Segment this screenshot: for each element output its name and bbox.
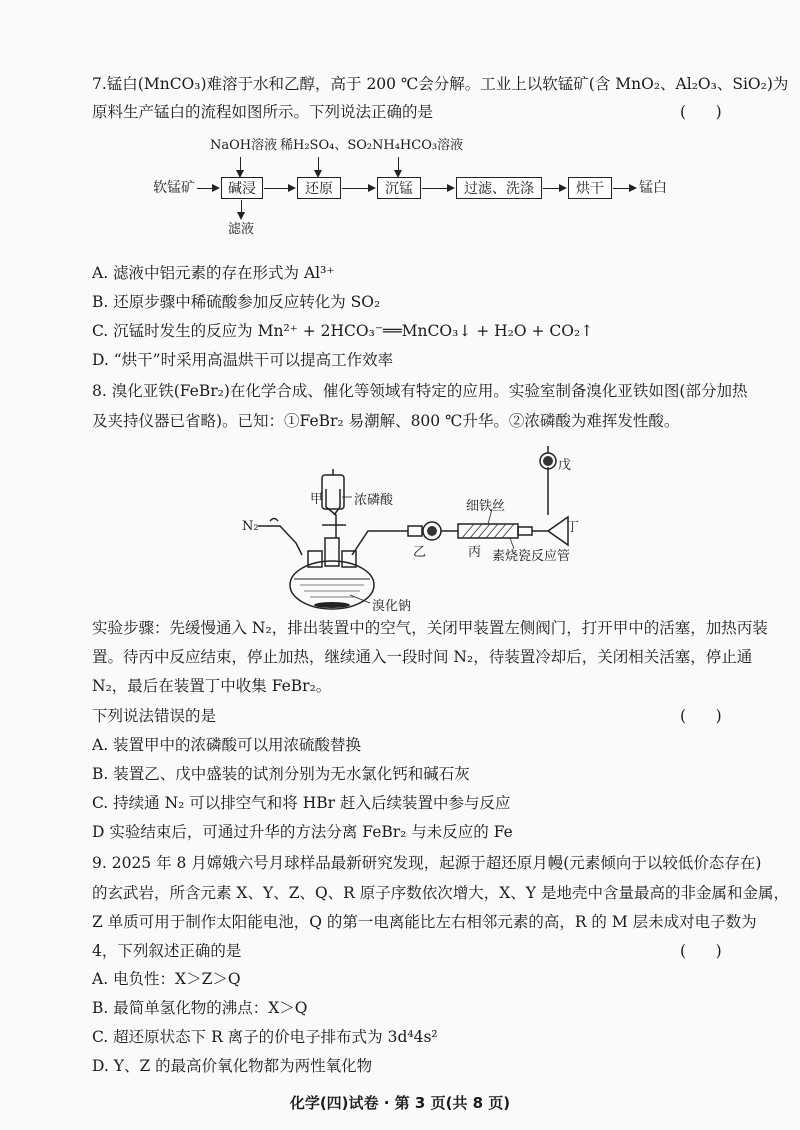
q8-stem-line2: 及夹持仪器已省略)。已知：①FeBr₂ 易潮解、800 ℃升华。②浓磷酸为难挥发性酸。	[92, 412, 680, 430]
apparatus-drawing	[230, 445, 590, 615]
page-footer: 化学(四)试卷 · 第 3 页(共 8 页)	[289, 1094, 511, 1112]
flow-input: 软锰矿	[153, 180, 195, 196]
arrow-3	[342, 188, 374, 189]
arrow-5	[543, 188, 565, 189]
q7-answer-paren: ( )	[680, 103, 722, 121]
q8-answer-paren: ( )	[680, 707, 722, 725]
q7-option-b: B. 还原步骤中稀硫酸参加反应转化为 SO₂	[92, 293, 381, 311]
q9-option-b: B. 最简单氢化物的沸点：X＞Q	[92, 999, 308, 1017]
q9-stem-line4: 4，下列叙述正确的是	[92, 942, 242, 960]
q8-option-a: A. 装置甲中的浓磷酸可以用浓硫酸替换	[92, 736, 362, 754]
q9-option-a: A. 电负性：X＞Z＞Q	[92, 970, 241, 988]
label-bing: 丙	[468, 545, 482, 560]
label-yi: 乙	[413, 545, 427, 560]
q8-option-c: C. 持续通 N₂ 可以排空气和将 HBr 赶入后续装置中参与反应	[92, 794, 511, 812]
arrow-filtrate-down	[241, 200, 242, 218]
q7-option-a: A. 滤液中铝元素的存在形式为 Al³⁺	[92, 264, 335, 282]
q8-option-d: D 实验结束后，可通过升华的方法分离 FeBr₂ 与未反应的 Fe	[92, 823, 513, 841]
q8-question: 下列说法错误的是	[92, 707, 217, 725]
arrow-h2so4-down	[318, 157, 319, 176]
q9-stem-line2: 的玄武岩，所含元素 X、Y、Z、Q、R 原子序数依次增大，X、Y 是地壳中含量最高的非金属和金属，	[92, 884, 789, 902]
label-porcelain-tube: 素烧瓷反应管	[492, 549, 571, 564]
step-alkali-leach: 碱浸	[221, 177, 263, 199]
step-reduction: 还原	[297, 177, 341, 199]
q8-procedure-line1: 实验步骤：先缓慢通入 N₂，排出装置中的空气，关闭甲装置左侧阀门，打开甲中的活塞，加热丙装	[92, 619, 768, 637]
q8-option-b: B. 装置乙、戊中盛装的试剂分别为无水氯化钙和碱石灰	[92, 765, 470, 783]
q8-procedure-line2: 置。待丙中反应结束，停止加热，继续通入一段时间 N₂，待装置冷却后，关闭相关活塞，停止通	[92, 648, 753, 666]
q7-option-d: D. “烘干”时采用高温烘干可以提高工作效率	[92, 351, 394, 369]
label-iron-wire: 细铁丝	[466, 499, 506, 514]
step-dry: 烘干	[568, 177, 612, 199]
q8-procedure-line3: N₂，最后在装置丁中收集 FeBr₂。	[92, 677, 332, 695]
step-precipitate-mn: 沉锰	[377, 177, 421, 199]
q7-option-c: C. 沉锰时发生的反应为 Mn²⁺ + 2HCO₃⁻══MnCO₃↓ + H₂O + CO₂↑	[92, 322, 594, 340]
arrow-1	[197, 188, 218, 189]
q9-option-c: C. 超还原状态下 R 离子的价电子排布式为 3d⁴4s²	[92, 1028, 438, 1046]
arrow-2	[264, 188, 294, 189]
q9-stem-line3: Z 单质可用于制作太阳能电池，Q 的第一电离能比左右相邻元素的高，R 的 M 层未成对电子数为	[92, 913, 757, 931]
arrow-6	[613, 188, 635, 189]
q7-stem-line2: 原料生产锰白的流程如图所示。下列说法正确的是	[92, 103, 434, 121]
flow-output: 锰白	[639, 180, 667, 196]
flow-byproduct: 滤液	[228, 222, 255, 237]
label-wu: 戊	[558, 458, 572, 473]
label-jia: 甲	[310, 492, 324, 507]
reagent-naoh: NaOH溶液	[210, 138, 278, 153]
arrow-naoh-down	[240, 157, 241, 176]
reagent-h2so4-so2: 稀H₂SO₄、SO₂	[280, 138, 373, 153]
arrow-nh4hco3-down	[398, 157, 399, 176]
q7-stem-line1: 7.锰白(MnCO₃)难溶于水和乙醇，高于 200 ℃会分解。工业上以软锰矿(含 MnO₂、Al₂O₃、SiO₂)为	[92, 75, 789, 93]
step-filter-wash: 过滤、洗涤	[456, 177, 542, 199]
label-n2: N₂	[242, 519, 259, 534]
label-conc-phosphoric-acid: 浓磷酸	[354, 493, 394, 508]
label-sodium-bromide: 溴化钠	[372, 599, 412, 614]
arrow-4	[422, 188, 453, 189]
reagent-nh4hco3: NH₄HCO₃溶液	[372, 138, 464, 153]
label-ding: 丁	[566, 520, 580, 535]
q9-option-d: D. Y、Z 的最高价氧化物都为两性氧化物	[92, 1057, 373, 1075]
q9-answer-paren: ( )	[680, 942, 722, 960]
q8-stem-line1: 8. 溴化亚铁(FeBr₂)在化学合成、催化等领域有特定的应用。实验室制备溴化亚铁如图(部分加热	[92, 382, 748, 400]
q9-stem-line1: 9. 2025 年 8 月嫦娥六号月球样品最新研究发现，起源于超还原月幔(元素倾向于以较低价态存在)	[92, 854, 762, 872]
